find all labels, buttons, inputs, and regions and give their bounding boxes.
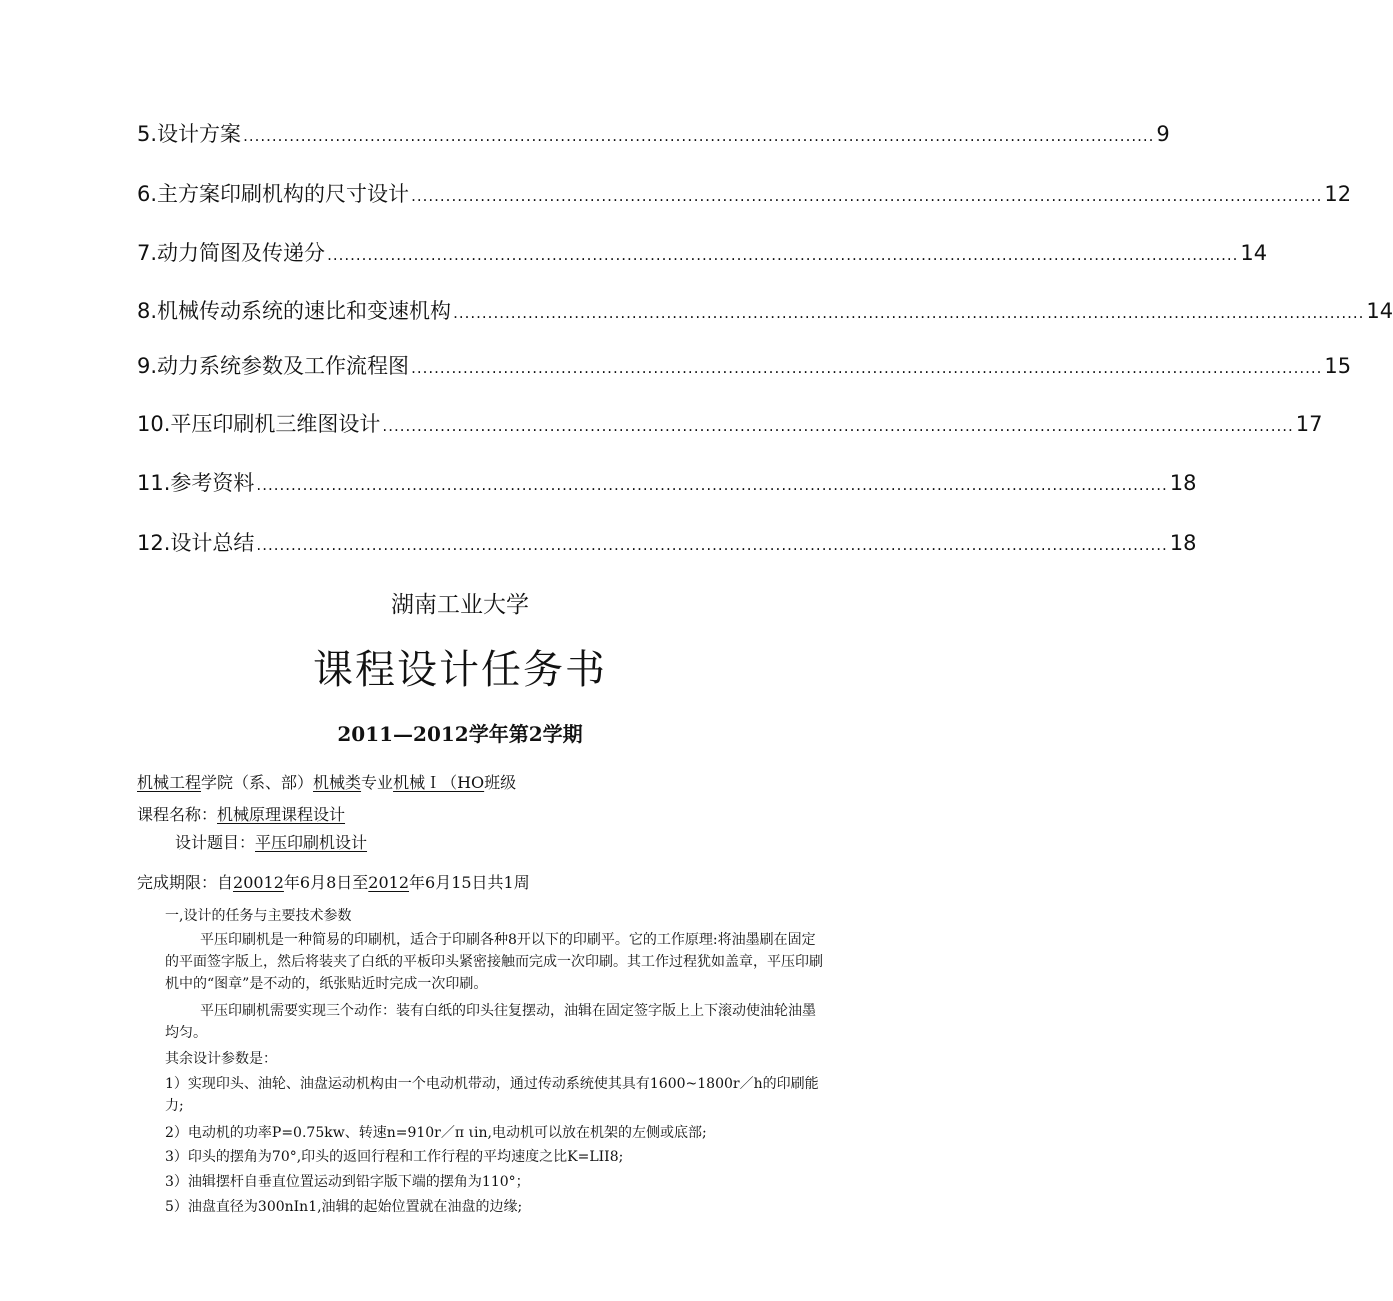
param-item-2: 2）电动机的功率P=0.75kw、转速n=910r／π ιin,电动机可以放在机架的左侧或底部; — [165, 1125, 707, 1141]
toc-page: 18 — [1169, 531, 1197, 555]
toc-entry[interactable] — [137, 350, 1352, 380]
toc-entry[interactable] — [137, 237, 1268, 267]
toc-number: 9 — [137, 354, 151, 378]
paragraph-working-principle: 平压印刷机是一种简易的印刷机，适合于印刷各种8开以下的印刷平。它的工作原理:将油墨刷在固定的平面签字版上，然后将装夹了白纸的平板印头紧密接触而完成一次印刷。其工作过程犹如盖章，平压印刷机中的“图章”是不动的，纸张贴近时完成一次印刷。 — [165, 932, 823, 992]
param-item-3: 3）印头的摆角为70°,印头的返回行程和工作行程的平均速度之比K=LII8; — [165, 1149, 624, 1165]
academic-term: 2011—2012学年第2学期 — [337, 722, 583, 746]
toc-leader: .............................................................................................................................................................. — [382, 417, 1294, 435]
toc-page: 9 — [1156, 122, 1170, 146]
school-suffix: 学院（系、部） — [201, 773, 314, 792]
topic-line — [175, 830, 367, 853]
toc-number: 7 — [137, 241, 151, 265]
toc-number: 5 — [137, 122, 151, 146]
toc-page: 14 — [1240, 241, 1268, 265]
toc-leader: .............................................................................................................................................................. — [411, 187, 1323, 205]
deadline-prefix: 完成期限：自 — [137, 873, 234, 892]
toc-entry[interactable] — [137, 408, 1323, 438]
toc-title: .动力简图及传递分 — [150, 241, 326, 265]
toc-entry[interactable] — [137, 118, 1170, 148]
toc-number: 10 — [137, 412, 164, 436]
toc-leader: .............................................................................................................................................................. — [453, 304, 1365, 322]
toc-page: 17 — [1295, 412, 1323, 436]
deadline-middle: 年6月8日至 — [283, 873, 369, 892]
topic-label: 设计题目： — [175, 833, 256, 852]
toc-title: .主方案印刷机构的尺寸设计 — [150, 182, 410, 206]
toc-number: 6 — [137, 182, 151, 206]
toc-entry[interactable] — [137, 527, 1197, 557]
toc-title: .设计方案 — [150, 122, 242, 146]
toc-entry[interactable] — [137, 467, 1197, 497]
param-item-5: 5）油盘直径为300nIn1,油辑的起始位置就在油盘的边缘; — [165, 1199, 523, 1215]
toc-page: 12 — [1324, 182, 1352, 206]
department-line — [137, 770, 516, 793]
major-suffix: 专业 — [361, 773, 394, 792]
deadline-start-year: 20012 — [233, 873, 284, 892]
toc-leader: .............................................................................................................................................................. — [256, 476, 1168, 494]
deadline-end-year: 2012 — [368, 873, 410, 892]
university-name: 湖南工业大学 — [391, 592, 529, 618]
toc-title: .参考资料 — [163, 471, 255, 495]
toc-page: 18 — [1169, 471, 1197, 495]
toc-entry[interactable] — [137, 295, 1393, 325]
toc-number: 8 — [137, 299, 151, 323]
deadline-suffix: 年6月15日共1周 — [409, 873, 530, 892]
paragraph-actions: 平压印刷机需要实现三个动作：装有白纸的印头往复摆动，油辑在固定签字版上上下滚动使油轮油墨均匀。 — [165, 1003, 816, 1041]
course-value: 机械原理课程设计 — [217, 805, 346, 824]
class-suffix: 班级 — [484, 773, 517, 792]
document-title: 课程设计任务书 — [313, 647, 607, 693]
class-name: 机械Ｉ（HO — [393, 773, 485, 792]
section-heading: 一,设计的任务与主要技术参数 — [165, 908, 352, 924]
toc-title: .平压印刷机三维图设计 — [163, 412, 381, 436]
toc-page: 15 — [1324, 354, 1352, 378]
toc-title: .动力系统参数及工作流程图 — [150, 354, 410, 378]
toc-leader: .............................................................................................................................................................. — [243, 127, 1155, 145]
toc-number: 12 — [137, 531, 164, 555]
toc-title: .设计总结 — [163, 531, 255, 555]
topic-value: 平压印刷机设计 — [255, 833, 368, 852]
toc-entry[interactable] — [137, 178, 1352, 208]
toc-page: 14 — [1366, 299, 1393, 323]
toc-title: .机械传动系统的速比和变速机构 — [150, 299, 452, 323]
param-item-1: 1）实现印头、油轮、油盘运动机构由一个电动机带动，通过传动系统使其具有1600~1800r／h的印刷能力; — [165, 1076, 819, 1114]
toc-number: 11 — [137, 471, 164, 495]
major-name: 机械类 — [313, 773, 362, 792]
params-heading: 其余设计参数是： — [165, 1051, 277, 1067]
toc-leader: .............................................................................................................................................................. — [327, 246, 1239, 264]
course-label: 课程名称： — [137, 805, 218, 824]
course-line — [137, 802, 345, 825]
toc-leader: .............................................................................................................................................................. — [411, 359, 1323, 377]
deadline-line — [137, 870, 530, 893]
param-item-4: 3）油辑摆杆自垂直位置运动到铅字版下端的摆角为110°； — [165, 1174, 530, 1190]
toc-leader: .............................................................................................................................................................. — [256, 536, 1168, 554]
school-name: 机械工程 — [137, 773, 202, 792]
